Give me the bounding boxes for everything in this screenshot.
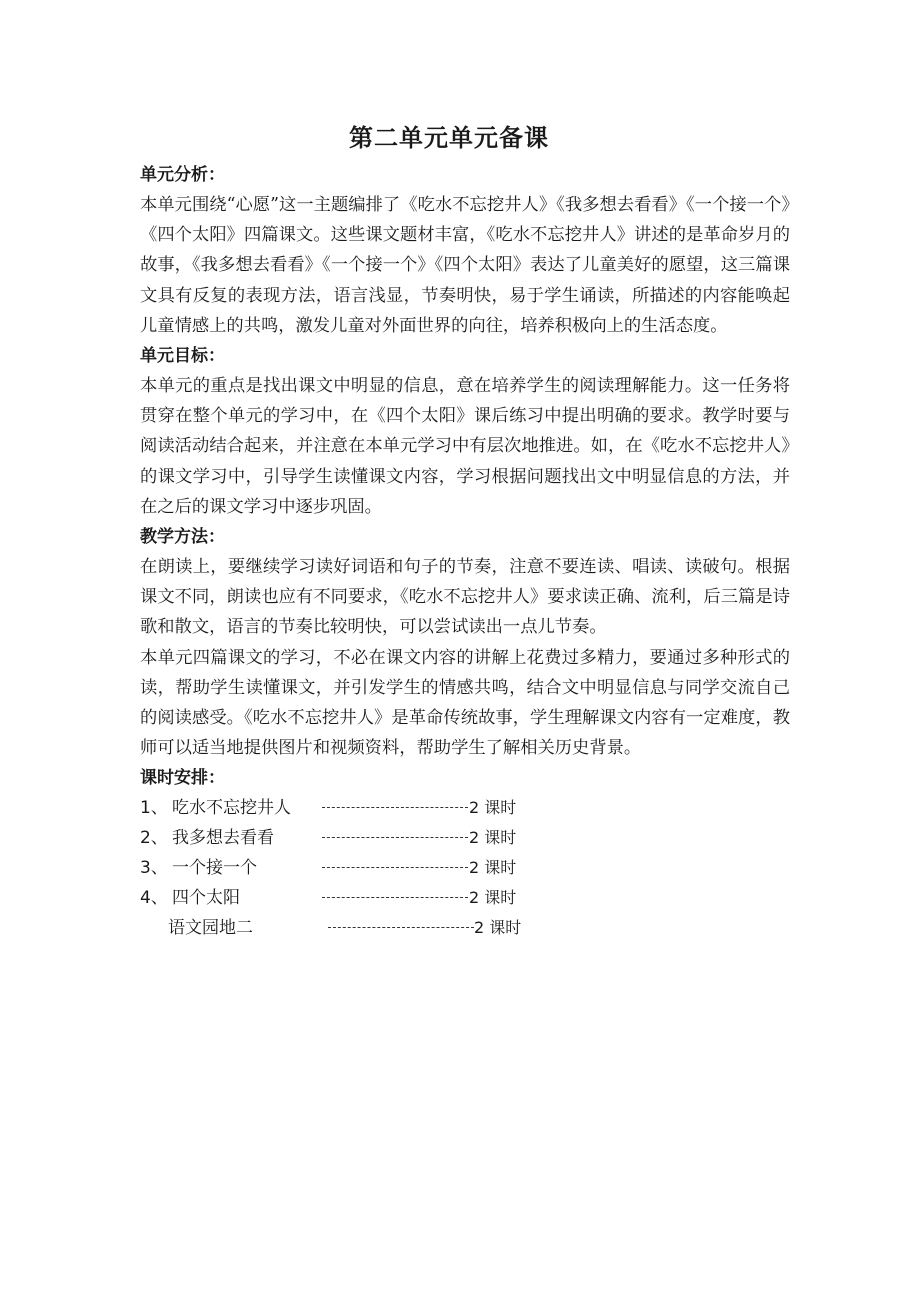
schedule-item-name: 四个太阳 [172, 888, 240, 909]
dashed-leader [322, 837, 468, 838]
methods-paragraph-1: 在朗读上，要继续学习读好词语和句子的节奏，注意不要连读、唱读、读破句。根据课文不同，朗读也应有不同要求，《吃水不忘挖井人》要求读正确、流利，后三篇是诗歌和散文，语言的节奏比较明快，可以尝试读出一点儿节奏。 [140, 557, 790, 638]
section-heading-methods: 教学方法： [140, 527, 225, 548]
dashed-leader [322, 867, 468, 868]
page-title: 第二单元单元备课 [349, 124, 549, 152]
section-heading-analysis: 单元分析： [140, 165, 225, 185]
schedule-item-number: 1、 [140, 798, 168, 819]
dashed-leader [328, 927, 474, 928]
section-heading-goals: 单元目标： [140, 346, 225, 367]
document-body [140, 160, 790, 943]
schedule-item-hours: 2 课时 [469, 888, 517, 908]
methods-paragraph-2: 本单元四篇课文的学习，不必在课文内容的讲解上花费过多精力，要通过多种形式的读，帮助学生读懂课文，并引发学生的情感共鸣，结合文中明显信息与同学交流自己的阅读感受。《吃水不忘挖井人》是革命传统故事，学生理解课文内容有一定难度，教师可以适当地提供图片和视频资料，帮助学生了解相关历史背景。 [140, 647, 790, 759]
schedule-item-name: 我多想去看看 [172, 828, 274, 849]
dashed-leader [322, 897, 468, 898]
analysis-paragraph: 本单元围绕“心愿”这一主题编排了《吃水不忘挖井人》《我多想去看看》《一个接一个》《四个太阳》四篇课文。这些课文题材丰富，《吃水不忘挖井人》讲述的是革命岁月的故事，《我多想去看看》《一个接一个》《四个太阳》表达了儿童美好的愿望，这三篇课文具有反复的表现方法，语言浅显，节奏明快，易于学生诵读，所描述的内容能唤起儿童情感上的共鸣，激发儿童对外面世界的向往，培养积极向上的生活态度。 [140, 195, 790, 336]
schedule-item-hours: 2 课时 [469, 798, 517, 818]
schedule-list [140, 793, 790, 943]
schedule-item-hours: 2 课时 [469, 858, 517, 878]
schedule-item-hours: 2 课时 [469, 828, 517, 848]
schedule-item-number: 3、 [140, 858, 168, 879]
schedule-item-name: 一个接一个 [172, 858, 257, 879]
dashed-leader [322, 807, 468, 808]
schedule-item [140, 853, 790, 883]
schedule-item [140, 793, 790, 823]
schedule-item-number: 2、 [140, 828, 168, 849]
schedule-item [140, 913, 790, 943]
schedule-item [140, 883, 790, 913]
goals-paragraph: 本单元的重点是找出课文中明显的信息，意在培养学生的阅读理解能力。这一任务将贯穿在整个单元的学习中，在《四个太阳》课后练习中提出明确的要求。教学时要与阅读活动结合起来，并注意在本单元学习中有层次地推进。如，在《吃水不忘挖井人》的课文学习中，引导学生读懂课文内容，学习根据问题找出文中明显信息的方法，并在之后的课文学习中逐步巩固。 [140, 376, 790, 517]
schedule-item-hours: 2 课时 [474, 918, 522, 938]
schedule-item-name: 吃水不忘挖井人 [172, 798, 291, 819]
section-heading-schedule: 课时安排： [140, 768, 225, 789]
schedule-item [140, 823, 790, 853]
schedule-item-name: 语文园地二 [168, 918, 253, 939]
schedule-item-number: 4、 [140, 888, 168, 909]
